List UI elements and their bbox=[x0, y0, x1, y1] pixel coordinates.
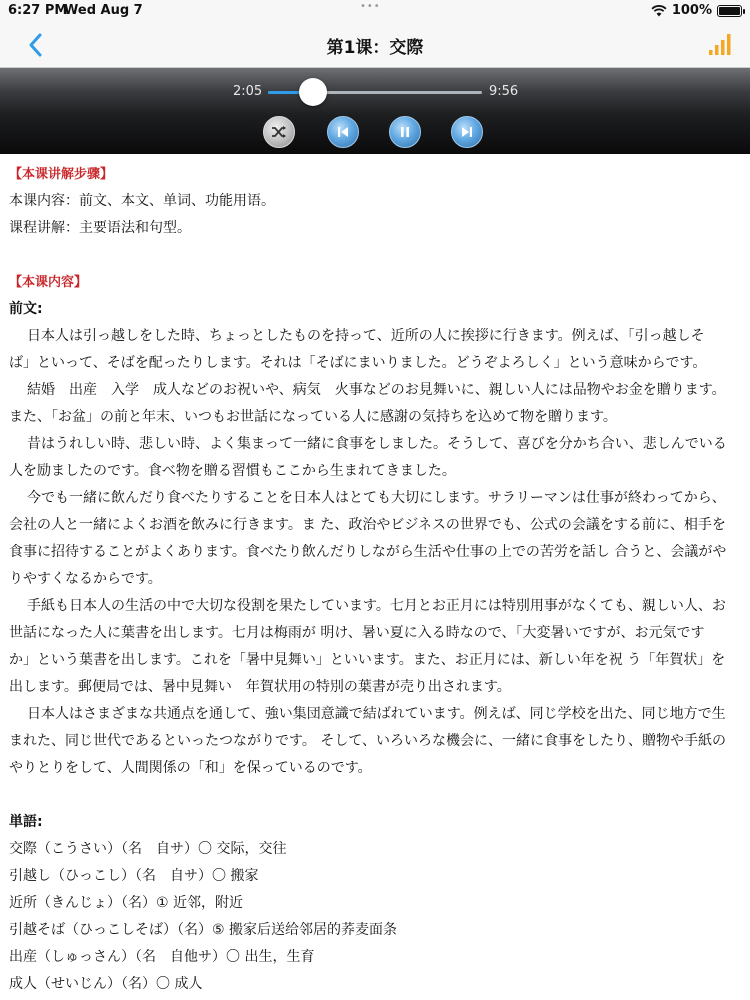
foreword-text bbox=[9, 323, 741, 782]
foreword-line: やりとりをして、人間関係の「和」を保っているのです。 bbox=[9, 760, 372, 776]
lesson-content[interactable] bbox=[0, 154, 750, 1000]
foreword-label: 前文: bbox=[9, 301, 43, 317]
slider-thumb[interactable] bbox=[299, 78, 327, 106]
foreword-line: 昔はうれしい時、悲しい時、よく集まって一緒に食事をしました。そうして、喜びを分かち合い、悲しんでいる bbox=[27, 436, 727, 452]
wifi-icon bbox=[651, 5, 667, 17]
stats-button[interactable] bbox=[708, 32, 732, 56]
foreword-line: 食事に招待することがよくあります。食べたり飲んだりしながら生活や仕事の上での苦労を話し 合うと、会議がや bbox=[9, 544, 727, 560]
vocab-label: 単語: bbox=[9, 814, 43, 830]
section-heading-steps: 【本课讲解步骤】 bbox=[9, 167, 114, 182]
foreword-line: また、「お盆」の前と年末、いつもお世話になっている人に感謝の気持ちを込めて物を贈ります。 bbox=[9, 409, 617, 425]
progress-slider[interactable] bbox=[268, 91, 482, 94]
audio-player bbox=[0, 68, 750, 154]
skip-previous-icon bbox=[335, 124, 351, 140]
total-duration: 9:56 bbox=[489, 84, 519, 99]
pause-icon bbox=[397, 124, 413, 140]
foreword-line: 会社の人と一緒によくお酒を飲みに行きます。ま た、政治やビジネスの世界でも、公式の会議をする前に、相手を bbox=[9, 517, 726, 533]
step-line: 课程讲解：主要语法和句型。 bbox=[9, 220, 191, 236]
foreword-line: まれた、同じ世代であるといったつながりです。 そして、いろいろな機会に、一緒に食事をしたり、贈物や手紙の bbox=[9, 733, 727, 749]
foreword-line: 結婚 出産 入学 成人などのお祝いや、病気 火事などのお見舞いに、親しい人には品物やお金を贈ります。 bbox=[27, 382, 726, 398]
vocab-item: 引越そば（ひっこしそば）（名）⑤ 搬家后送给邻居的荞麦面条 bbox=[9, 922, 397, 938]
foreword-line: 日本人は引っ越しをした時、ちょっとしたものを持って、近所の人に挨拶に行きます。例えば、「引っ越しそ bbox=[27, 328, 705, 344]
foreword-line: 出します。郵便局では、暑中見舞い 年賀状用の特別の葉書が売り出されます。 bbox=[9, 679, 511, 695]
bar-chart-icon bbox=[708, 32, 732, 56]
vocab-item: 引越し（ひっこし）（名 自サ）〇 搬家 bbox=[9, 868, 259, 884]
foreword-line: 世話になった人に葉書を出します。七月は梅雨が 明け、暑い夏に入る時なので、「大変暑いですが、お元気です bbox=[9, 625, 705, 641]
vocab-list bbox=[9, 836, 741, 998]
battery-percent: 100% bbox=[671, 3, 712, 18]
next-button[interactable] bbox=[451, 116, 483, 148]
skip-next-icon bbox=[459, 124, 475, 140]
vocab-item: 成人（せいじん）（名）〇 成人 bbox=[9, 976, 203, 992]
foreword-line: 日本人はさまざまな共通点を通して、強い集団意識で結ばれています。例えば、同じ学校を出た、同じ地方で生 bbox=[27, 706, 726, 722]
vocab-item: 出産（しゅっさん）（名 自他サ）〇 出生，生育 bbox=[9, 949, 315, 965]
status-right bbox=[651, 3, 742, 18]
foreword-line: ば」といって、そばを配ったりします。それは「そばにまいりました。どうぞよろしく」という意味からです。 bbox=[9, 355, 707, 371]
nav-bar bbox=[0, 22, 750, 68]
section-heading-content: 【本课内容】 bbox=[9, 275, 88, 290]
battery-icon bbox=[717, 5, 742, 17]
foreword-line: りやすくなるからです。 bbox=[9, 571, 162, 587]
foreword-line: 手紙も日本人の生活の中で大切な役割を果たしています。七月とお正月には特別用事がなくても、親しい人、お bbox=[27, 598, 726, 614]
page-title: 第1课：交際 bbox=[326, 38, 424, 58]
shuffle-icon bbox=[270, 123, 288, 141]
foreword-line: 今でも一緒に飲んだり食べたりすることを日本人はとても大切にします。サラリーマンは仕事が終わってから、 bbox=[27, 490, 726, 506]
status-date: Wed Aug 7 bbox=[64, 3, 143, 18]
pause-button[interactable] bbox=[389, 116, 421, 148]
step-line: 本课内容：前文、本文、单词、功能用语。 bbox=[9, 193, 275, 209]
vocab-item: 交際（こうさい）（名 自サ）〇 交际，交往 bbox=[9, 841, 287, 857]
elapsed-time: 2:05 bbox=[233, 84, 263, 99]
status-bar bbox=[0, 0, 750, 22]
previous-button[interactable] bbox=[327, 116, 359, 148]
multitasking-dots-icon: ••• bbox=[360, 1, 381, 12]
vocab-item: 近所（きんじょ）（名）① 近邻，附近 bbox=[9, 895, 243, 911]
foreword-line: か」という葉書を出します。これを「暑中見舞い」といいます。また、お正月には、新しい年を祝 う「年賀状」を bbox=[9, 652, 726, 668]
status-time: 6:27 PM bbox=[8, 3, 68, 18]
shuffle-button[interactable] bbox=[263, 116, 295, 148]
foreword-line: 人を励ましたのです。食べ物を贈る習慣もここから生まれてきました。 bbox=[9, 463, 456, 479]
